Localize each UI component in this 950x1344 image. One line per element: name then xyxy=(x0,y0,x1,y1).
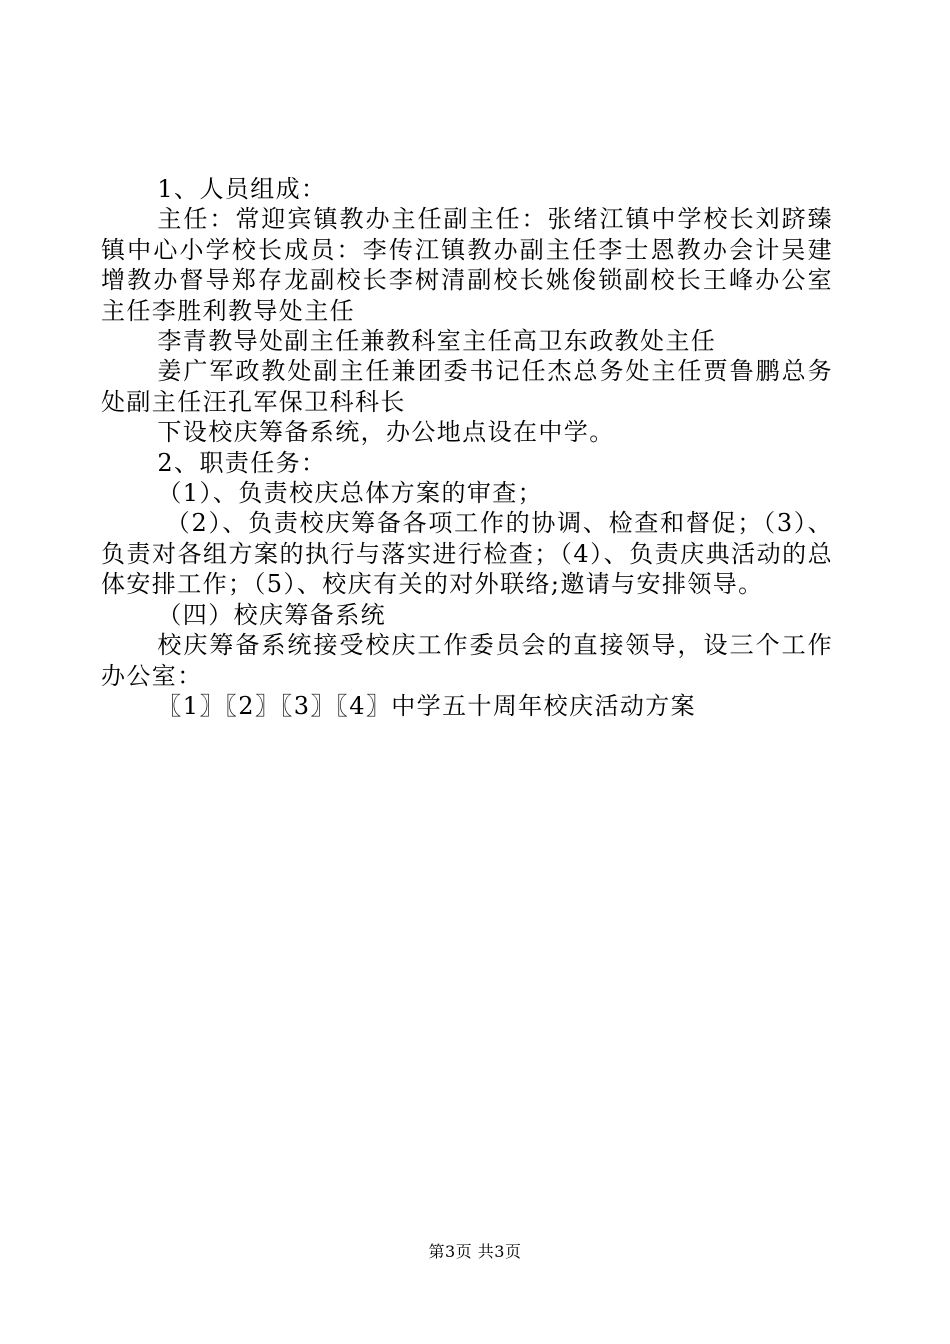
paragraph-office-location: 下设校庆筹备系统，办公地点设在中学。 xyxy=(157,418,615,447)
section-heading-preparation-system: （四）校庆筹备系统 xyxy=(157,600,386,629)
paragraph-plan-title: 〖1〗〖2〗〖3〗〖4〗中学五十周年校庆活动方案 xyxy=(157,691,697,720)
paragraph-directors: 主任：常迎宾镇教办主任副主任：张绪江镇中学校长刘跻臻镇中心小学校长成员：李传江镇教办副主任李士恩教办会计吴建增教办督导郑存龙副校长李树清副校长姚俊锁副校长王峰办公室主任李胜利教导处主任 xyxy=(101,205,833,325)
duty-items-2-5: （2）、负责校庆筹备各项工作的协调、检查和督促；（3）、负责对各组方案的执行与落实进行检查；（4）、负责庆典活动的总体安排工作；（5）、校庆有关的对外联络;邀请与安排领导。 xyxy=(101,509,833,599)
paragraph-members-1: 李青教导处副主任兼教科室主任高卫东政教处主任 xyxy=(157,327,717,356)
paragraph-preparation-system: 校庆筹备系统接受校庆工作委员会的直接领导，设三个工作办公室： xyxy=(101,631,833,690)
duty-item-1: （1）、负责校庆总体方案的审查； xyxy=(157,479,544,508)
document-body xyxy=(101,174,833,721)
paragraph-members-2: 姜广军政教处副主任兼团委书记任杰总务处主任贾鲁鹏总务处副主任汪孔军保卫科科长 xyxy=(101,357,833,416)
page-number: 第3页 共3页 xyxy=(428,1242,522,1261)
section-heading-personnel: 1、人员组成： xyxy=(157,175,327,203)
section-heading-duties: 2、职责任务： xyxy=(157,448,327,477)
